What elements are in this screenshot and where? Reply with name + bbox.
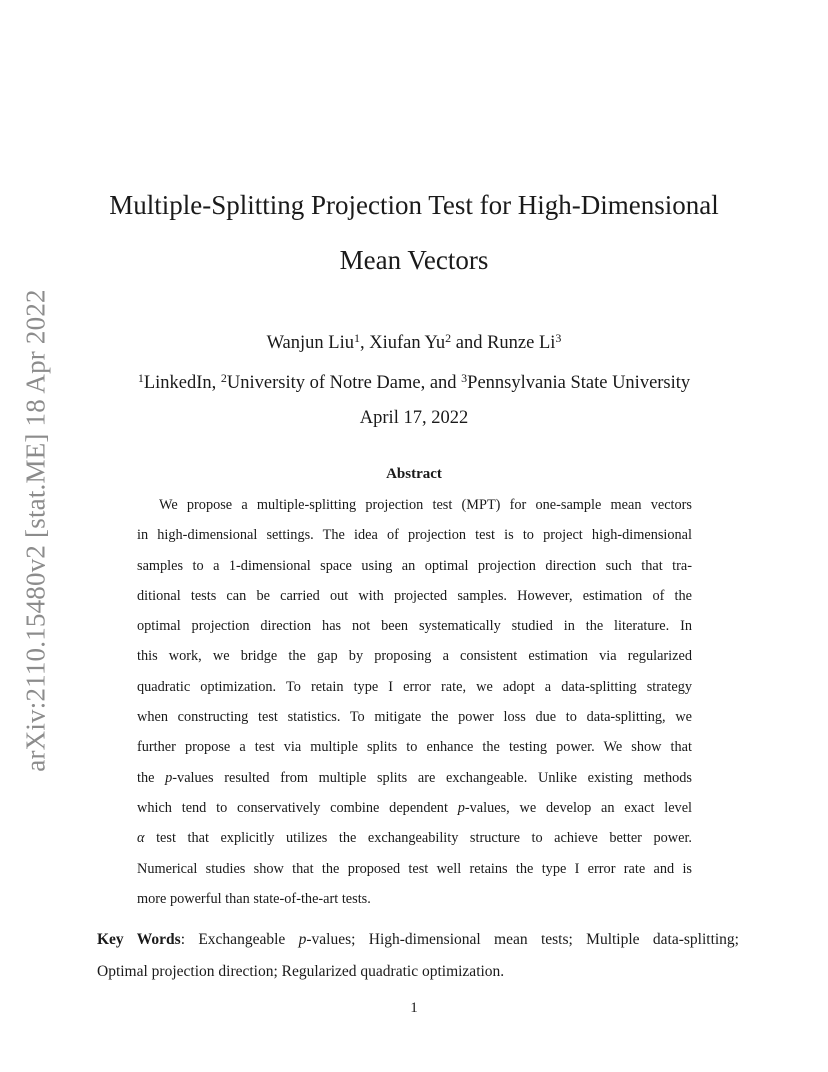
affiliation-name: University of Notre Dame [226, 373, 421, 393]
abstract-text: the [137, 769, 166, 786]
abstract-text: which tend to conservatively combine dependent [137, 799, 458, 816]
abstract-math: p [457, 799, 465, 816]
keywords-label: Key Words [97, 931, 181, 948]
abstract-line [137, 823, 692, 853]
abstract-line: in high-dimensional settings. The idea of projection test is to project high-dimensional [137, 527, 692, 544]
keywords-section [97, 924, 739, 988]
paper-title [90, 178, 738, 288]
author-list [90, 333, 738, 354]
abstract-line: Numerical studies show that the proposed test well retains the type I error rate and is [137, 860, 692, 877]
abstract-text: -values, we develop an exact level [464, 799, 693, 816]
affiliation-mark: 3 [461, 371, 468, 385]
author-affiliation-mark: 2 [445, 331, 452, 345]
abstract-text: -values resulted from multiple splits are exchangeable. Unlike existing methods [172, 769, 692, 786]
affiliation-mark: 1 [137, 371, 144, 385]
arxiv-identifier-stamp [18, 280, 54, 780]
abstract-line: ditional tests can be carried out with projected samples. However, estimation of the [137, 587, 692, 604]
abstract-line: this work, we bridge the gap by proposing a consistent estimation via regularized [137, 648, 692, 665]
arxiv-stamp-text: arXiv:2110.15480v2 [stat.ME] 18 Apr 2022 [20, 288, 51, 772]
paper-date: April 17, 2022 [359, 408, 469, 428]
abstract-line: more powerful than state-of-the-art tests. [137, 890, 371, 907]
affiliation-separator: , [211, 373, 221, 393]
abstract-line: optimal projection direction has not been systematically studied in the literature. In [137, 618, 692, 635]
abstract-body [137, 490, 692, 914]
author-affiliation-mark: 3 [555, 331, 562, 345]
abstract-line [137, 793, 692, 823]
abstract-heading: Abstract [386, 466, 442, 482]
affiliation-separator: , and [420, 373, 462, 393]
author-name: Xiufan Yu [369, 333, 446, 353]
keywords-text: : Exchangeable [180, 931, 299, 948]
affiliations [90, 373, 738, 394]
abstract-line: samples to a 1-dimensional space using an optimal projection direction such that tra- [137, 557, 692, 574]
affiliation-mark: 2 [220, 371, 227, 385]
affiliation-name: LinkedIn [143, 373, 212, 393]
abstract-line: We propose a multiple-splitting projection test (MPT) for one-sample mean vectors [159, 497, 692, 513]
abstract-line: quadratic optimization. To retain type I error rate, we adopt a data-splitting strategy [137, 678, 692, 695]
abstract-text: test that explicitly utilizes the exchangeability structure to achieve better power. [144, 830, 692, 847]
author-separator: and [451, 333, 488, 353]
keywords-line: Optimal projection direction; Regularized quadratic optimization. [97, 963, 505, 980]
abstract-line: further propose a test via multiple splits to enhance the testing power. We show that [137, 739, 692, 756]
keywords-text: -values; High-dimensional mean tests; Multiple data-splitting; [306, 931, 739, 948]
abstract-math: p [165, 769, 173, 786]
abstract-math: α [137, 830, 145, 847]
title-line-2: Mean Vectors [339, 245, 489, 275]
author-name: Runze Li [487, 333, 556, 353]
title-line-1: Multiple-Splitting Projection Test for High-Dimensional [109, 190, 719, 220]
author-name: Wanjun Liu [266, 333, 354, 353]
author-affiliation-mark: 1 [353, 331, 360, 345]
author-separator: , [359, 333, 370, 353]
abstract-line [137, 763, 692, 793]
abstract-line: when constructing test statistics. To mitigate the power loss due to data-splitting, we [137, 709, 692, 726]
affiliation-name: Pennsylvania State University [467, 373, 691, 393]
page-number: 1 [410, 1000, 418, 1016]
keywords-line [97, 924, 739, 956]
keywords-math: p [298, 931, 307, 948]
